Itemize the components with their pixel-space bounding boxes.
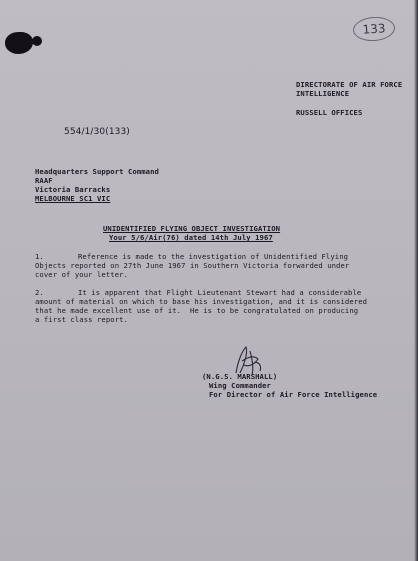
paragraph-line: amount of material on which to base his investigation, and it is considered [35,297,368,306]
paragraph-line: Reference is made to the investigation of Unidentified Flying [78,252,349,261]
paragraph-line: Objects reported on 27th June 1967 in Southern Victoria forwarded under [35,261,350,270]
paragraph-line: cover of your letter. [35,270,128,279]
punch-hole-mark-fragment [32,36,42,46]
addressee-line-2: RAAF [35,176,53,185]
signatory-name: (N.G.S. MARSHALL) [202,372,278,381]
signatory-for: For Director of Air Force Intelligence [209,390,378,399]
subject-heading: UNIDENTIFIED FLYING OBJECT INVESTIGATION [103,224,281,233]
paragraph-line: a first class report. [35,315,128,324]
from-line-2: INTELLIGENCE [296,89,350,98]
paragraph-number: 1. [35,252,44,261]
paragraph-line: It is apparent that Flight Lieutenant Stewart had a considerable [78,288,362,297]
page-edge-shadow [414,0,418,561]
punch-hole-mark [5,32,33,54]
signatory-rank: Wing Commander [209,381,271,390]
addressee-line-3: Victoria Barracks [35,185,111,194]
from-line-3: RUSSELL OFFICES [296,108,363,117]
subject-reference: Your 5/6/Air(76) dated 14th July 1967 [109,233,273,242]
paragraph-number: 2. [35,288,44,297]
addressee-line-4: MELBOURNE SC1 VIC [35,194,111,203]
from-line-1: DIRECTORATE OF AIR FORCE [296,80,403,89]
paragraph-line: that he made excellent use of it. He is to be congratulated on producing [35,306,359,315]
folio-number: 133 [352,16,396,43]
reference-number: 554/1/30(133) [64,127,130,137]
addressee-line-1: Headquarters Support Command [35,167,159,176]
